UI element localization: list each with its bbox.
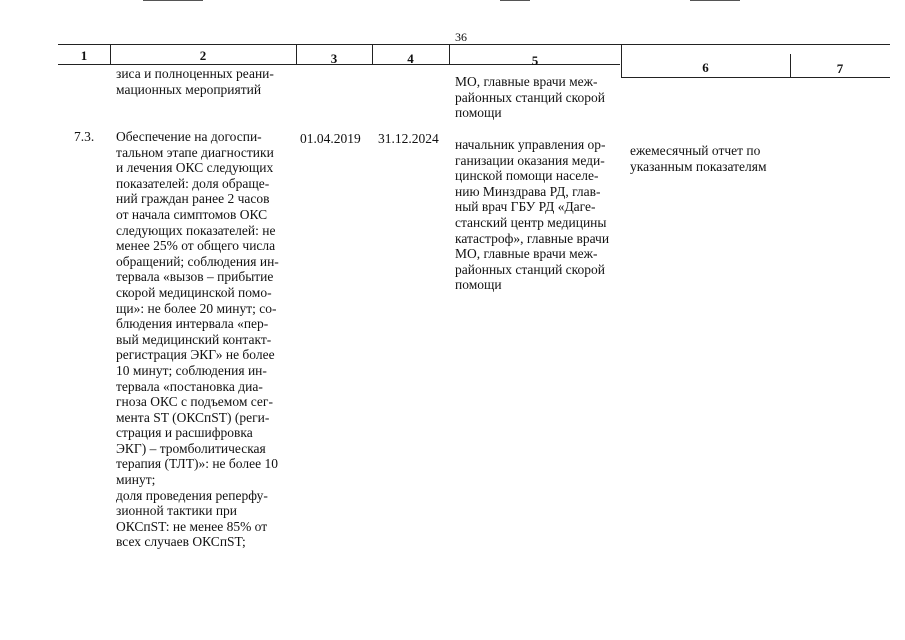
text-line: ЭКГ) – тромболитическая bbox=[116, 440, 266, 456]
text-line: гноза ОКС с подъемом сег- bbox=[116, 394, 273, 410]
column-header-5: 5 bbox=[531, 53, 539, 68]
column-header-1: 1 bbox=[80, 48, 88, 63]
expected-result bbox=[630, 143, 785, 174]
text-line: начальник управления ор- bbox=[455, 137, 606, 152]
text-line: ный врач ГБУ РД «Даге- bbox=[455, 199, 596, 215]
text-line: менее 25% от общего числа bbox=[116, 238, 276, 254]
row-description bbox=[116, 129, 292, 550]
text-line: от начала симптомов ОКС bbox=[116, 206, 268, 222]
text-line: МО, главные врачи меж- bbox=[455, 246, 598, 262]
text-line: указанным показателям bbox=[630, 158, 767, 174]
text-line: зионной тактики при bbox=[116, 503, 238, 519]
continued-responsible bbox=[455, 74, 617, 121]
text-line: блюдения интервала «пер- bbox=[116, 316, 269, 332]
text-line: цинской помощи населе- bbox=[455, 168, 599, 184]
text-line: 10 минут; соблюдения ин- bbox=[116, 362, 267, 378]
text-line: терапия (ТЛТ)»: не более 10 bbox=[116, 456, 278, 472]
responsible-parties bbox=[455, 137, 617, 293]
text-line: помощи bbox=[455, 277, 502, 293]
page-number: 36 bbox=[455, 30, 467, 44]
text-line: всех случаев ОКСпST; bbox=[116, 534, 246, 550]
column-header-3: 3 bbox=[330, 51, 338, 66]
text-line: ОКСпST: не менее 85% от bbox=[116, 518, 268, 534]
text-line: тальном этапе диагностики bbox=[116, 144, 274, 160]
text-line: МО, главные врачи меж- bbox=[455, 74, 598, 89]
text-line: катастроф», главные врачи bbox=[455, 230, 610, 246]
text-line: ганизации оказания меди- bbox=[455, 152, 605, 168]
text-line: обращений; соблюдения ин- bbox=[116, 253, 279, 269]
text-line: мента ST (ОКСпST) (реги- bbox=[116, 409, 270, 425]
text-line: доля проведения реперфу- bbox=[116, 487, 268, 503]
column-header-4: 4 bbox=[407, 51, 414, 66]
row-number: 7.3. bbox=[74, 129, 95, 144]
text-line: следующих показателей: не bbox=[116, 222, 276, 238]
text-line: скорой медицинской помо- bbox=[116, 284, 272, 300]
text-line: ежемесячный отчет по bbox=[630, 143, 761, 158]
text-line: нию Минздрава РД, глав- bbox=[455, 183, 601, 199]
column-header-7: 7 bbox=[836, 61, 844, 76]
start-date: 01.04.2019 bbox=[300, 131, 361, 146]
text-line: щи»: не более 20 минут; со- bbox=[116, 300, 277, 316]
text-line: Обеспечение на догоспи- bbox=[116, 129, 262, 144]
end-date: 31.12.2024 bbox=[378, 131, 439, 146]
column-header-6: 6 bbox=[702, 60, 709, 75]
text-line: помощи bbox=[455, 105, 502, 121]
text-line: регистрация ЭКГ» не более bbox=[116, 347, 275, 363]
text-line: показателей: доля обраще- bbox=[116, 175, 270, 191]
text-line: тервала «вызов – прибытие bbox=[116, 269, 274, 285]
text-line: районных станций скорой bbox=[455, 89, 606, 105]
scan-artifact bbox=[690, 0, 740, 1]
column-header-2: 2 bbox=[199, 48, 207, 63]
header-top-rule bbox=[58, 44, 890, 45]
text-line: мационных мероприятий bbox=[116, 81, 262, 97]
text-line: зиса и полноценных реани- bbox=[116, 66, 274, 81]
text-line: страция и расшифровка bbox=[116, 425, 253, 441]
text-line: станский центр медицины bbox=[455, 214, 607, 230]
text-line: тервала «постановка диа- bbox=[116, 378, 263, 394]
text-line: минут; bbox=[116, 472, 156, 488]
text-line: вый медицинский контакт- bbox=[116, 331, 272, 347]
text-line: ний граждан ранее 2 часов bbox=[116, 191, 270, 207]
text-line: и лечения ОКС следующих bbox=[116, 160, 274, 176]
text-line: районных станций скорой bbox=[455, 261, 606, 277]
scan-artifact bbox=[500, 0, 530, 1]
scan-artifact bbox=[143, 0, 203, 1]
continued-description bbox=[116, 66, 292, 97]
header-bottom-rule-right bbox=[622, 77, 890, 78]
